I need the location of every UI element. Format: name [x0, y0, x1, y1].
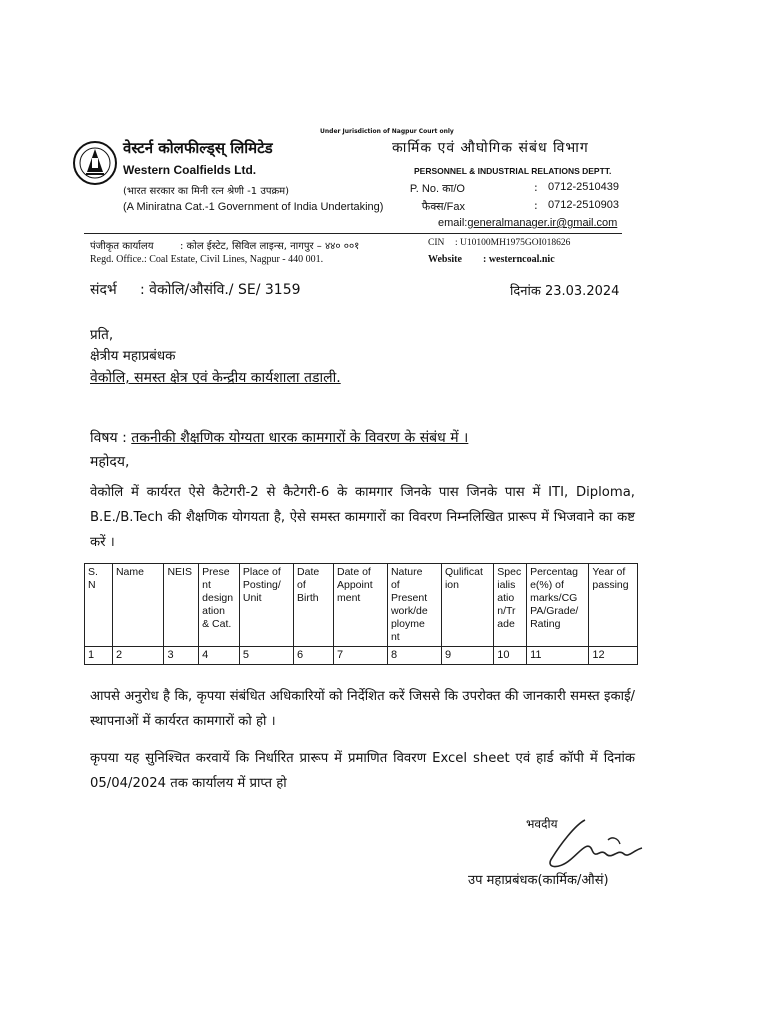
table-number-row — [85, 647, 638, 665]
department-english: PERSONNEL & INDUSTRIAL RELATIONS DEPTT. — [414, 166, 612, 176]
table-header-cell: Percentag e(%) of marks/CG PA/Grade/ Rating — [527, 564, 589, 647]
recipient-designation: क्षेत्रीय महाप्रबंधक — [90, 348, 176, 364]
table-number-cell: 9 — [441, 647, 493, 665]
reference-label: संदर्भ — [90, 282, 117, 298]
table-header-cell: Place of Posting/ Unit — [239, 564, 293, 647]
phone-label: P. No. का/O — [409, 183, 465, 195]
signatory-designation: उप महाप्रबंधक(कार्मिक/औसं) — [468, 873, 609, 888]
letter-date: दिनांक 23.03.2024 — [510, 284, 620, 299]
table-number-cell: 10 — [494, 647, 527, 665]
company-name-hindi: वेस्टर्न कोलफील्ड्स् लिमिटेड — [123, 139, 273, 157]
employee-details-table — [84, 563, 638, 665]
status-hindi: (भारत सरकार का मिनी रत्न श्रेणी -1 उपक्रम) — [123, 186, 290, 197]
fax-separator: : — [534, 199, 538, 212]
paragraph-instruction: आपसे अनुरोध है कि, कृपया संबंधित अधिकारियों को निर्देशित करें जिससे कि उपरोक्त की जानकारी समस्त इकाई/स्थापनाओं में कार्यरत कामगारों को हो । — [90, 689, 635, 729]
reference-number: : वेकोलि/औसंवि./ SE/ 3159 — [140, 282, 301, 298]
subject-text: तकनीकी शैक्षणिक योग्यता धारक कामगारों के विवरण के संबंध में । — [131, 430, 469, 446]
recipient-prati: प्रति, — [90, 327, 114, 343]
status-english: (A Miniratna Cat.-1 Government of India Undertaking) — [123, 201, 384, 213]
registered-office-label-hindi: पंजीकृत कार्यालय — [90, 241, 154, 252]
table-number-cell: 4 — [199, 647, 240, 665]
paragraph-request: वेकोलि में कार्यरत ऐसे कैटेगरी-2 से कैटेगरी-6 के कामगार जिनके पास जिनके पास में ITI, Diploma, B.E./B.Tech की शैक्षणिक योगयता है, ऐसे समस्त कामगारों का विवरण निम्नलिखित प्रारूप में भिजवाने का कष्ट करें । — [90, 485, 635, 550]
table-number-cell: 3 — [164, 647, 199, 665]
email-address[interactable]: generalmanager.ir@gmail.com — [467, 217, 618, 229]
registered-office-address-hindi: : कोल ईस्टेट, सिविल लाइन्स, नागपुर – ४४० ००१ — [180, 241, 360, 252]
salutation: महोदय, — [90, 454, 130, 470]
phone-number: 0712-2510439 — [548, 181, 619, 193]
table-number-cell: 8 — [387, 647, 441, 665]
header-divider — [84, 233, 622, 234]
jurisdiction-note: Under Jurisdiction of Nagpur Court only — [320, 128, 454, 135]
table-header-cell: Prese nt design ation & Cat. — [199, 564, 240, 647]
table-number-cell: 7 — [334, 647, 388, 665]
table-number-cell: 12 — [589, 647, 638, 665]
table-header-cell: S. N — [85, 564, 113, 647]
department-hindi: कार्मिक एवं औघोगिक संबंध विभाग — [392, 140, 589, 156]
wcl-logo — [72, 138, 118, 188]
website-url[interactable]: : westerncoal.nic — [483, 254, 555, 265]
subject-label: विषय : — [90, 430, 132, 446]
registered-office-english: Regd. Office.: Coal Estate, Civil Lines, Nagpur - 440 001. — [90, 254, 324, 265]
table-header-cell: Date of Birth — [294, 564, 334, 647]
phone-separator: : — [534, 181, 538, 194]
table-header-cell: Name — [112, 564, 163, 647]
closing-bhavdiya: भवदीय — [526, 817, 558, 831]
fax-label: फैक्स/Fax — [421, 201, 465, 213]
company-name-english: Western Coalfields Ltd. — [123, 163, 257, 177]
email-line — [438, 217, 617, 229]
table-number-cell: 1 — [85, 647, 113, 665]
fax-number: 0712-2510903 — [548, 199, 619, 211]
cin-label: CIN — [428, 238, 445, 248]
table-number-cell: 2 — [112, 647, 163, 665]
table-number-cell: 11 — [527, 647, 589, 665]
table-header-cell: Nature of Present work/de ployme nt — [387, 564, 441, 647]
table-header-cell: Year of passing — [589, 564, 638, 647]
table-header-row — [85, 564, 638, 647]
email-label: email: — [438, 217, 468, 229]
recipient-location: वेकोलि, समस्त क्षेत्र एवं केन्द्रीय कार्यशाला तडाली. — [90, 370, 341, 386]
subject-line — [90, 428, 468, 447]
website-label: Website — [428, 254, 462, 265]
table-header-cell: NEIS — [164, 564, 199, 647]
table-header-cell: Qulificat ion — [441, 564, 493, 647]
paragraph-deadline: कृपया यह सुनिश्चित करवायें कि निर्धारित प्रारूप में प्रमाणित विवरण Excel sheet एवं हार्ड कॉपी में दिनांक 05/04/2024 तक कार्यालय में प्राप्त हो — [90, 751, 635, 791]
table-number-cell: 5 — [239, 647, 293, 665]
table-header-cell: Date of Appoint ment — [334, 564, 388, 647]
table-header-cell: Spec ialis atio n/Tr ade — [494, 564, 527, 647]
cin-number: : U10100MH1975GOI018626 — [455, 238, 571, 248]
table-number-cell: 6 — [294, 647, 334, 665]
